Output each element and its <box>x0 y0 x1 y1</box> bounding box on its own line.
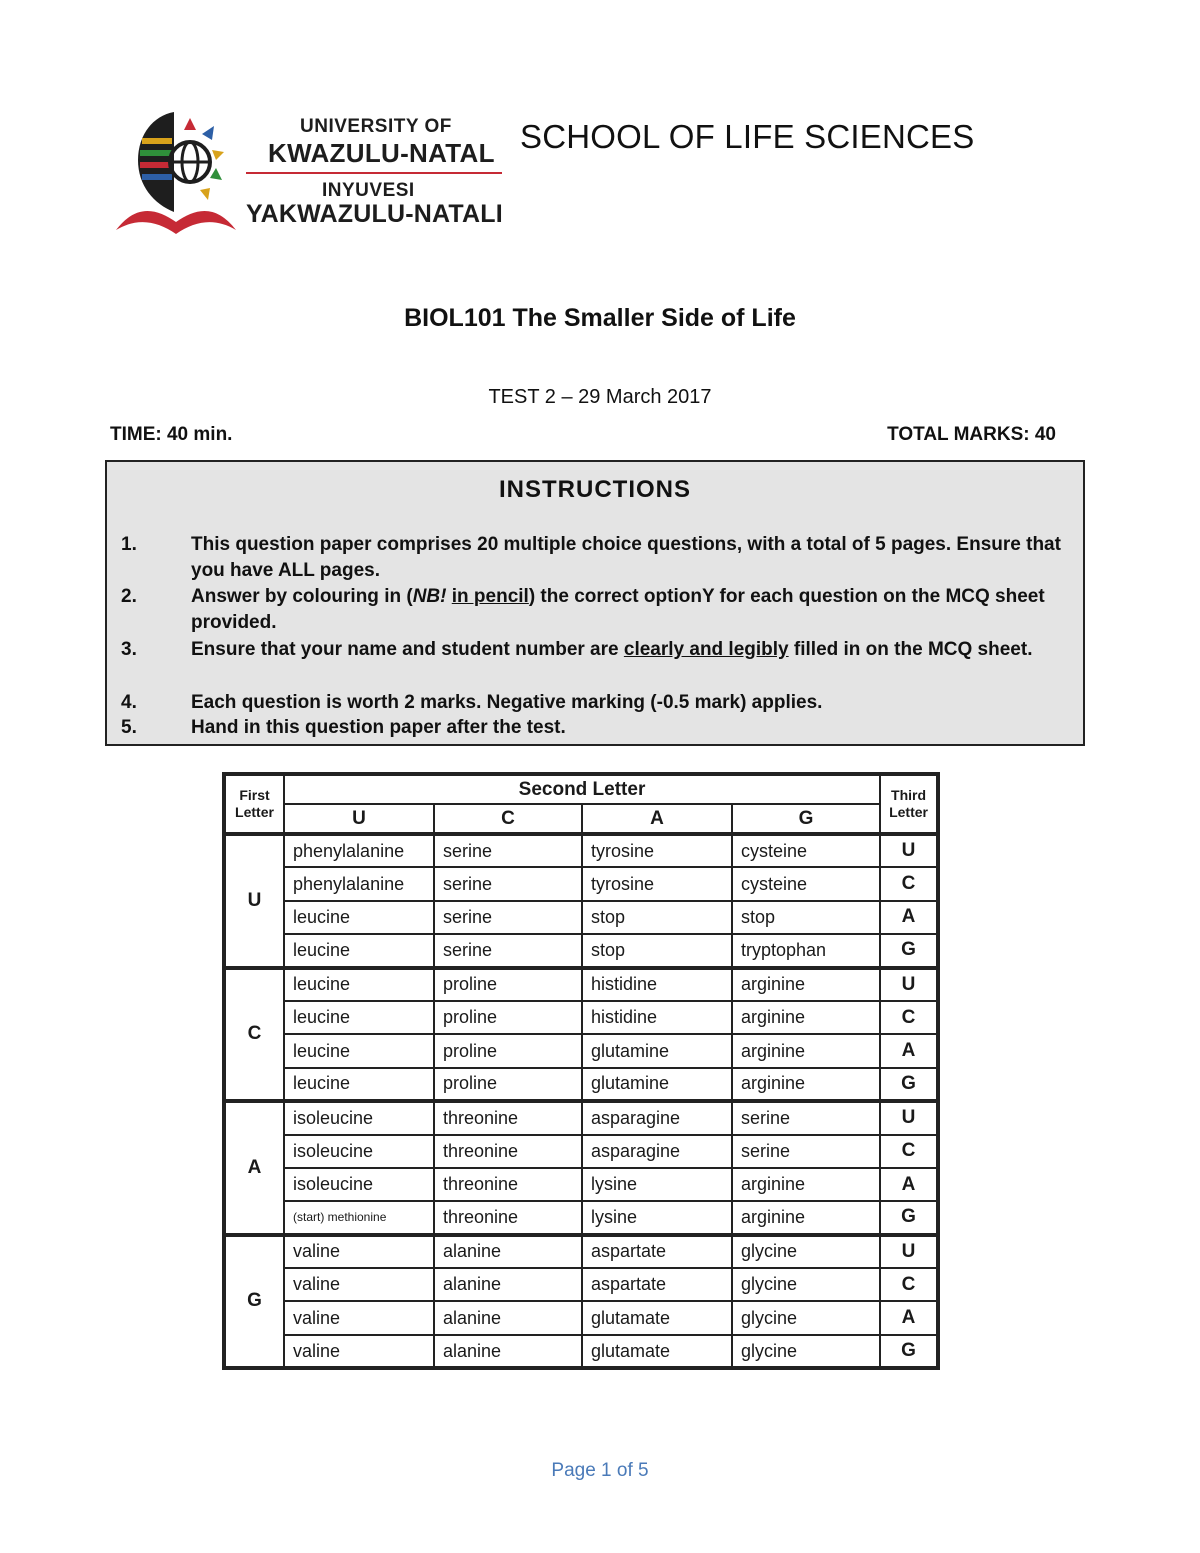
codon-row <box>224 1335 938 1368</box>
instruction-text: This question paper comprises 20 multiple choice questions, with a total of 5 pages. Ensure that you have ALL pages. <box>191 534 1061 581</box>
logo-text-yakwazulu-natali: YAKWAZULU-NATALI <box>246 200 503 228</box>
amino-acid-cell: serine <box>434 867 582 900</box>
instruction-number: 4. <box>121 692 137 713</box>
amino-acid-cell: glutamate <box>582 1335 732 1368</box>
amino-acid-cell: stop <box>732 901 880 934</box>
amino-acid-cell: phenylalanine <box>284 867 434 900</box>
codon-row <box>224 834 938 867</box>
amino-acid-cell: lysine <box>582 1168 732 1201</box>
instruction-number: 3. <box>121 639 137 660</box>
third-letter-cell: U <box>880 834 938 867</box>
first-letter-header-line2: Letter <box>235 804 274 820</box>
amino-acid-cell: glutamine <box>582 1068 732 1101</box>
amino-acid-cell: arginine <box>732 968 880 1001</box>
logo-text-kwazulu-natal: KWAZULU-NATAL <box>268 138 495 168</box>
amino-acid-cell: leucine <box>284 1068 434 1101</box>
third-letter-cell: C <box>880 867 938 900</box>
amino-acid-cell: leucine <box>284 1001 434 1034</box>
third-letter-cell: G <box>880 1068 938 1101</box>
instructions-box <box>105 460 1085 746</box>
third-letter-header-line2: Letter <box>889 804 928 820</box>
amino-acid-cell: glycine <box>732 1335 880 1368</box>
codon-row <box>224 968 938 1001</box>
codon-row <box>224 1068 938 1101</box>
first-letter-cell: G <box>224 1235 284 1369</box>
amino-acid-cell: glycine <box>732 1268 880 1301</box>
amino-acid-cell: proline <box>434 1034 582 1067</box>
amino-acid-cell: arginine <box>732 1201 880 1234</box>
amino-acid-cell: serine <box>732 1135 880 1168</box>
amino-acid-cell: serine <box>434 934 582 967</box>
amino-acid-cell: valine <box>284 1335 434 1368</box>
third-letter-cell: C <box>880 1268 938 1301</box>
amino-acid-cell: stop <box>582 901 732 934</box>
third-letter-cell: C <box>880 1135 938 1168</box>
instruction-text: Each question is worth 2 marks. Negative marking (-0.5 mark) applies. <box>191 692 823 713</box>
amino-acid-cell: serine <box>732 1101 880 1134</box>
amino-acid-cell: tyrosine <box>582 834 732 867</box>
amino-acid-cell: histidine <box>582 1001 732 1034</box>
second-letter-A: A <box>582 804 732 834</box>
amino-acid-cell: arginine <box>732 1001 880 1034</box>
codon-row <box>224 901 938 934</box>
amino-acid-cell: isoleucine <box>284 1168 434 1201</box>
codon-row <box>224 1201 938 1234</box>
third-letter-cell: A <box>880 901 938 934</box>
amino-acid-cell: isoleucine <box>284 1101 434 1134</box>
codon-row <box>224 934 938 967</box>
first-letter-header <box>224 774 284 834</box>
third-letter-cell: U <box>880 968 938 1001</box>
time-allowed: TIME: 40 min. <box>110 424 233 445</box>
second-letter-C: C <box>434 804 582 834</box>
third-letter-cell: G <box>880 934 938 967</box>
instructions-title: INSTRUCTIONS <box>499 476 691 503</box>
amino-acid-cell: proline <box>434 1001 582 1034</box>
codon-row <box>224 1268 938 1301</box>
ukzn-emblem-icon <box>112 108 240 238</box>
first-letter-cell: A <box>224 1101 284 1235</box>
amino-acid-cell: phenylalanine <box>284 834 434 867</box>
amino-acid-cell: valine <box>284 1235 434 1268</box>
instruction-text-part: filled in on the MCQ sheet. <box>788 639 1033 660</box>
amino-acid-cell: arginine <box>732 1034 880 1067</box>
amino-acid-cell: tyrosine <box>582 867 732 900</box>
amino-acid-cell: arginine <box>732 1068 880 1101</box>
second-letter-header: Second Letter <box>284 774 880 804</box>
third-letter-cell: A <box>880 1168 938 1201</box>
amino-acid-cell: alanine <box>434 1235 582 1268</box>
amino-acid-cell: cysteine <box>732 867 880 900</box>
codon-row <box>224 1168 938 1201</box>
instruction-text <box>191 584 1063 636</box>
logo-text-university-of: UNIVERSITY OF <box>300 116 452 137</box>
amino-acid-cell: serine <box>434 901 582 934</box>
instruction-nb: NB! <box>412 586 447 607</box>
amino-acid-cell: (start) methionine <box>284 1201 434 1234</box>
logo-divider <box>246 172 502 174</box>
amino-acid-cell: leucine <box>284 1034 434 1067</box>
instruction-text-part: Answer by colouring in ( <box>191 586 413 607</box>
third-letter-cell: U <box>880 1101 938 1134</box>
amino-acid-cell: threonine <box>434 1168 582 1201</box>
total-marks: TOTAL MARKS: 40 <box>887 424 1056 445</box>
amino-acid-cell: leucine <box>284 901 434 934</box>
instruction-underline: clearly and legibly <box>623 639 789 660</box>
codon-row <box>224 1101 938 1134</box>
amino-acid-cell: valine <box>284 1301 434 1334</box>
amino-acid-cell: stop <box>582 934 732 967</box>
amino-acid-cell: aspartate <box>582 1268 732 1301</box>
instruction-text <box>191 637 1063 663</box>
third-letter-cell: A <box>880 1034 938 1067</box>
page-number: Page 1 of 5 <box>551 1460 649 1481</box>
amino-acid-cell: threonine <box>434 1201 582 1234</box>
third-letter-header <box>880 774 938 834</box>
amino-acid-cell: serine <box>434 834 582 867</box>
genetic-code-table <box>222 772 940 1370</box>
amino-acid-cell: cysteine <box>732 834 880 867</box>
instruction-text: Hand in this question paper after the test. <box>191 717 566 738</box>
school-title: SCHOOL OF LIFE SCIENCES <box>520 118 975 155</box>
codon-row <box>224 867 938 900</box>
amino-acid-cell: glycine <box>732 1301 880 1334</box>
amino-acid-cell: alanine <box>434 1335 582 1368</box>
logo-text-inyuvesi: INYUVESI <box>322 180 415 201</box>
amino-acid-cell: aspartate <box>582 1235 732 1268</box>
codon-row <box>224 1034 938 1067</box>
amino-acid-cell: alanine <box>434 1301 582 1334</box>
third-letter-cell: U <box>880 1235 938 1268</box>
amino-acid-cell: asparagine <box>582 1101 732 1134</box>
third-letter-cell: C <box>880 1001 938 1034</box>
codon-row <box>224 1301 938 1334</box>
instruction-number: 2. <box>121 586 137 607</box>
second-letter-G: G <box>732 804 880 834</box>
amino-acid-cell: tryptophan <box>732 934 880 967</box>
instruction-text-part: ) the correct optionY for each question on the MCQ sheet provided. <box>191 586 1045 633</box>
amino-acid-cell: isoleucine <box>284 1135 434 1168</box>
third-letter-cell: A <box>880 1301 938 1334</box>
amino-acid-cell: arginine <box>732 1168 880 1201</box>
third-letter-cell: G <box>880 1335 938 1368</box>
codon-row <box>224 1001 938 1034</box>
second-letter-U: U <box>284 804 434 834</box>
third-letter-cell: G <box>880 1201 938 1234</box>
third-letter-header-line1: Third <box>891 787 927 803</box>
first-letter-cell: C <box>224 968 284 1102</box>
course-title: BIOL101 The Smaller Side of Life <box>404 304 796 332</box>
instruction-number: 5. <box>121 717 137 738</box>
amino-acid-cell: glycine <box>732 1235 880 1268</box>
amino-acid-cell: glutamate <box>582 1301 732 1334</box>
amino-acid-cell: threonine <box>434 1135 582 1168</box>
amino-acid-cell: asparagine <box>582 1135 732 1168</box>
amino-acid-cell: histidine <box>582 968 732 1001</box>
first-letter-cell: U <box>224 834 284 968</box>
codon-row <box>224 1135 938 1168</box>
amino-acid-cell: proline <box>434 968 582 1001</box>
amino-acid-cell: glutamine <box>582 1034 732 1067</box>
codon-table-body <box>224 834 938 1368</box>
amino-acid-cell: leucine <box>284 968 434 1001</box>
amino-acid-cell: valine <box>284 1268 434 1301</box>
amino-acid-cell: proline <box>434 1068 582 1101</box>
amino-acid-cell: leucine <box>284 934 434 967</box>
amino-acid-cell: lysine <box>582 1201 732 1234</box>
first-letter-header-line1: First <box>239 787 270 803</box>
amino-acid-cell: threonine <box>434 1101 582 1134</box>
instruction-text-part: Ensure that your name and student number are <box>191 639 624 660</box>
test-date: TEST 2 – 29 March 2017 <box>488 386 712 408</box>
codon-row <box>224 1235 938 1268</box>
instruction-pencil: in pencil <box>451 586 529 607</box>
amino-acid-cell: alanine <box>434 1268 582 1301</box>
instruction-number: 1. <box>121 534 137 555</box>
